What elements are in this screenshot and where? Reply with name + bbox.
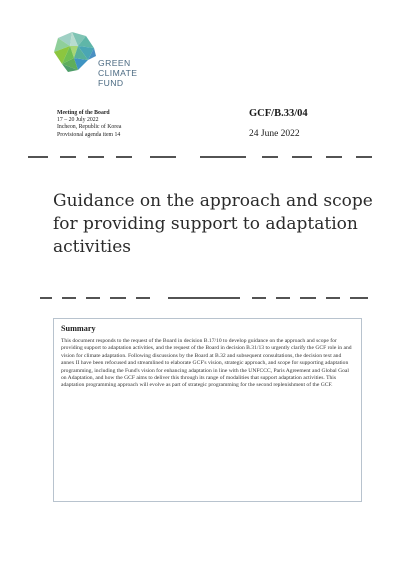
summary-body: This document responds to the request of the Board in decision B.17/10 to develop guidance on the approach and scope for providing support to adaptation activities, and the request of the Board in decision B.31/13 to urgently clarify the GCF role in and vision for climate adaptation. Following discussions by the Board at B.32 and subsequent consultations, the decision text and annex II have been refocused and streamlined to elaborate GCF's vision, strategic approach, and scope for supporting adaptation programming, including the Fund's vision for enhancing adaptation in line with the UNFCCC, Paris Agreement and Global Goal on Adaptation, and how the GCF aims to deliver this through its range of modalities that support adaptation activities. This adaptation programming approach will evolve as part of strategic programming for the second replenishment of the GCF. xyxy=(61,338,352,389)
summary-box xyxy=(53,318,362,502)
meeting-location: Incheon, Republic of Korea xyxy=(57,124,122,131)
title-line-1: Guidance on the approach and scope xyxy=(53,191,373,211)
document-date: 24 June 2022 xyxy=(249,129,300,139)
document-title xyxy=(53,190,373,259)
divider-bottom xyxy=(0,295,414,301)
logo-line-climate: CLIMATE xyxy=(98,68,138,78)
title-line-3: activities xyxy=(53,237,132,257)
meeting-info xyxy=(57,110,121,139)
logo-line-fund: FUND xyxy=(98,78,124,88)
title-line-2: for providing support to adaptation xyxy=(53,214,358,234)
gcf-globe-icon xyxy=(50,30,98,74)
meeting-agenda: Provisional agenda item 14 xyxy=(57,131,121,138)
logo-line-green: GREEN xyxy=(98,58,131,68)
gcf-logo xyxy=(50,30,145,100)
divider-top xyxy=(0,154,414,160)
document-number: GCF/B.33/04 xyxy=(249,108,308,119)
meeting-dates: 17 – 20 July 2022 xyxy=(57,117,99,124)
meeting-heading: Meeting of the Board xyxy=(57,110,110,116)
logo-wordmark xyxy=(98,58,137,88)
summary-heading: Summary xyxy=(61,324,96,333)
